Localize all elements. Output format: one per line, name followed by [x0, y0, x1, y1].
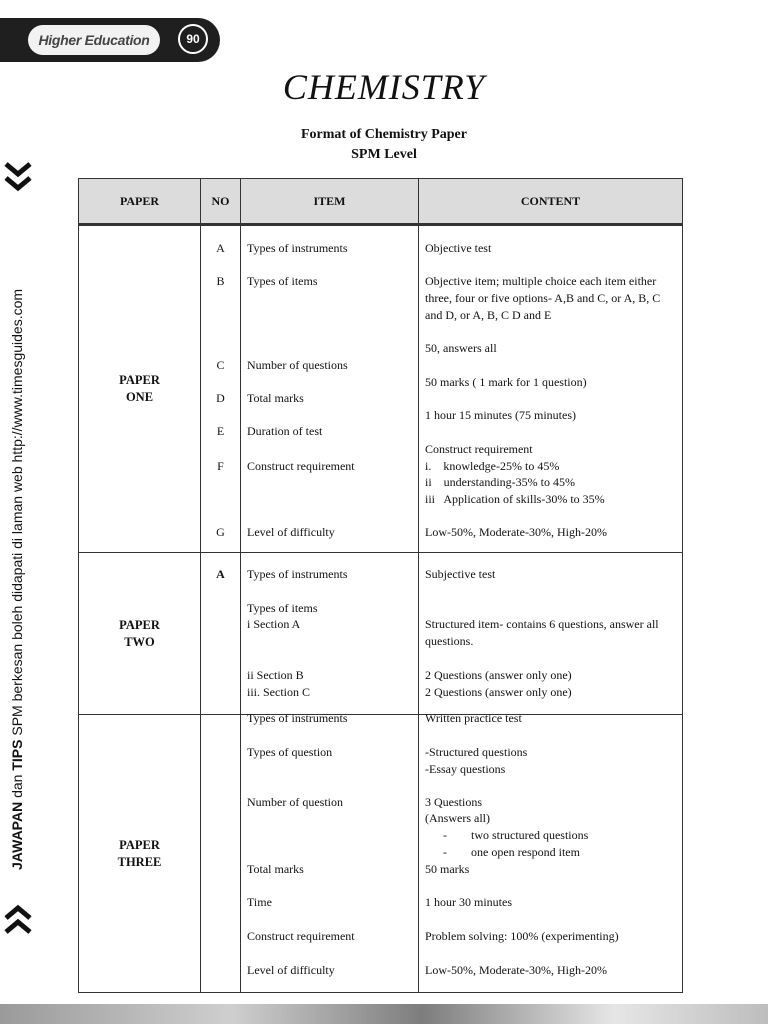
- header-item: ITEM: [241, 179, 419, 225]
- chevron-down-icon: [2, 160, 34, 194]
- paper-two-items: Types of instruments Types of items i Section A ii Section B iii. Section C: [241, 553, 419, 715]
- bottom-ad-banner: [0, 1004, 768, 1024]
- paper-two-content: Subjective test Structured item- contains 6 questions, answer all questions. 2 Questions (answer only one) 2 Questions (answer only one): [419, 553, 683, 715]
- paper-one-label: PAPER ONE: [79, 225, 201, 553]
- higher-education-logo: Higher Education: [28, 25, 160, 55]
- paper-three-items: Types of instruments Types of question Number of question Total marks Time Construct requirement Level of difficulty: [241, 715, 419, 993]
- paper-three-content: Written practice test -Structured questions -Essay questions 3 Questions (Answers all) - two structured questions - one open respond item 50 marks 1 hour 30 minutes Problem solving: 100% (experimenting) Low-50%, Moderate-30%, High-20%: [419, 715, 683, 993]
- header-content: CONTENT: [419, 179, 683, 225]
- table-row-paper-two: [79, 553, 683, 715]
- page-subtitle: [0, 125, 768, 165]
- paper-two-label: PAPER TWO: [79, 553, 201, 715]
- chevron-up-icon: [2, 902, 34, 936]
- format-table: [78, 178, 683, 993]
- page-number: 90: [178, 24, 208, 54]
- paper-three-no: [201, 715, 241, 993]
- paper-two-no: A: [201, 553, 241, 715]
- table-row-paper-three: [79, 715, 683, 993]
- paper-one-content: Objective test Objective item; multiple choice each item either three, four or five options- A,B and C, or A, B, C and D, or A, B, C D and E 50, answers all 50 marks ( 1 mark for 1 question) 1 hour 15 minutes (75 minutes) Construct requirement i. knowledge-25% to 45% ii understanding-35% to 45% iii Application of skills-30% to 35% Low-50%, Moderate-30%, High-20%: [419, 225, 683, 553]
- paper-one-items: Types of instruments Types of items Number of questions Total marks Duration of test Construct requirement Level of difficulty: [241, 225, 419, 553]
- subtitle-line-2: SPM Level: [351, 147, 417, 162]
- left-sidebar: [0, 160, 34, 940]
- sidebar-promo-text: JAWAPAN dan TIPS SPM berkesan boleh didapati di laman web http://www.timesguides.com: [9, 288, 25, 870]
- page-title: CHEMISTRY: [282, 67, 486, 107]
- header-paper: PAPER: [79, 179, 201, 225]
- paper-three-label: PAPER THREE: [79, 715, 201, 993]
- header-bar: [0, 18, 220, 62]
- paper-one-no: A B C D E F G: [201, 225, 241, 553]
- table-row-paper-one: [79, 225, 683, 553]
- header-no: NO: [201, 179, 241, 225]
- subtitle-line-1: Format of Chemistry Paper: [300, 127, 467, 142]
